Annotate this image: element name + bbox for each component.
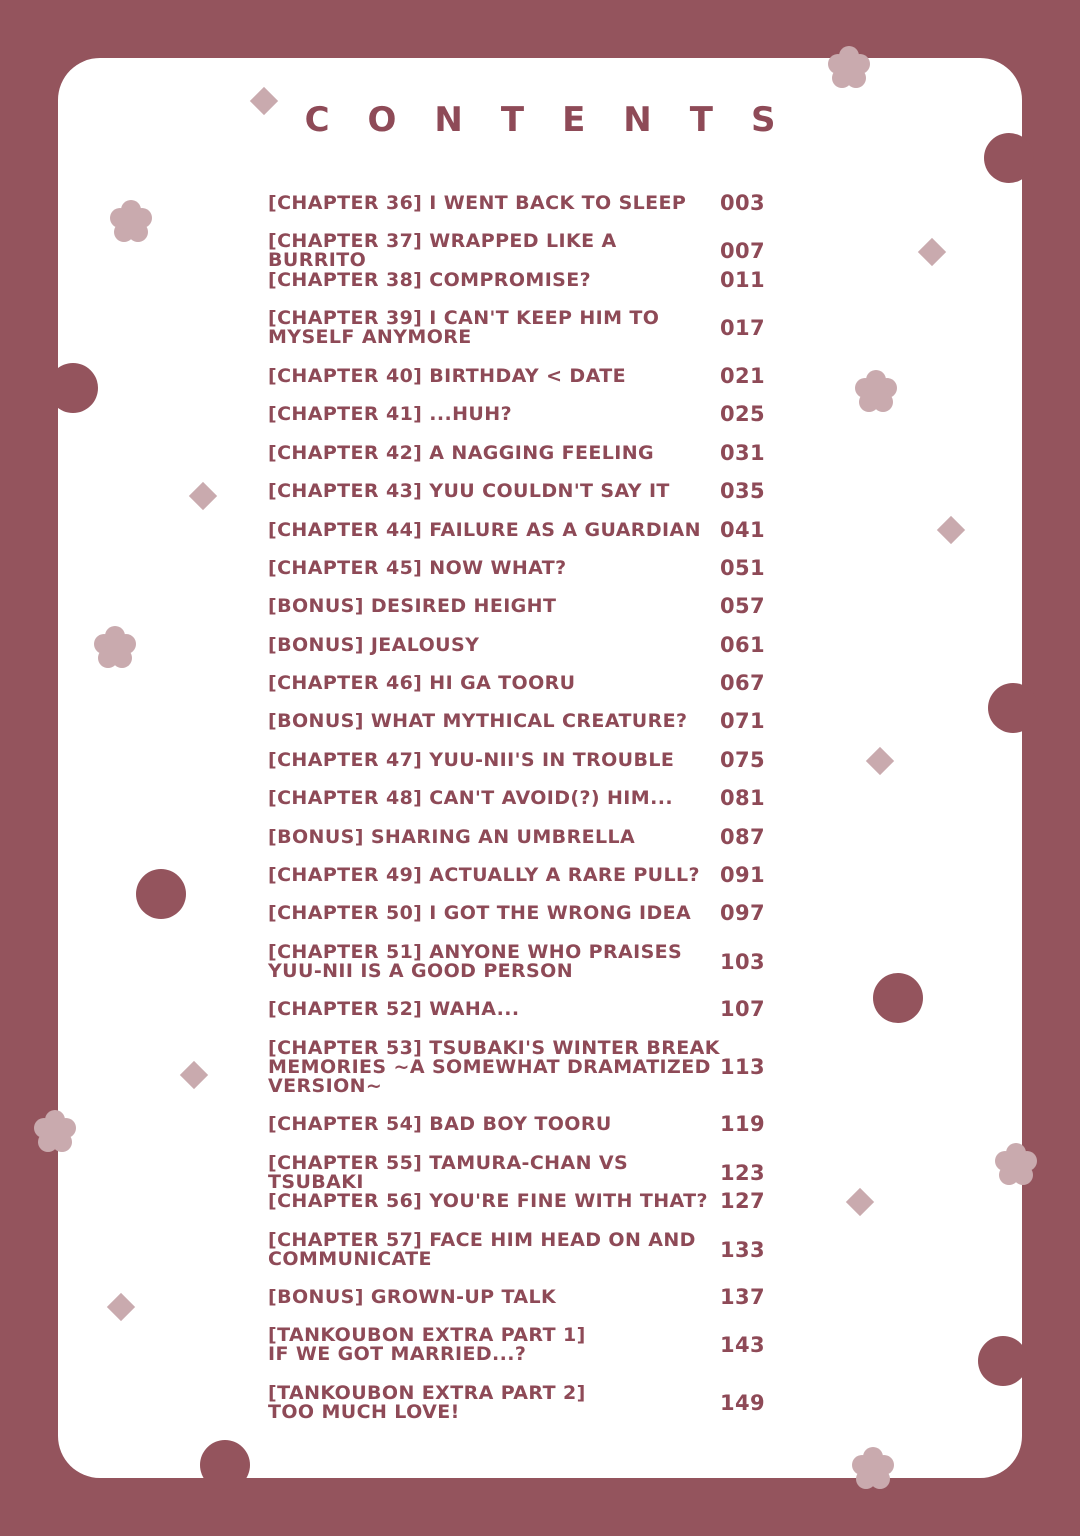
toc-entry-page: 133 bbox=[720, 1237, 766, 1262]
toc-entry-page: 113 bbox=[720, 1055, 766, 1079]
toc-entry-page: 025 bbox=[720, 402, 766, 426]
toc-entry-title: [CHAPTER 38] COMPROMISE? bbox=[268, 269, 592, 291]
toc-entry bbox=[268, 901, 788, 925]
toc-entry-page: 031 bbox=[720, 441, 766, 465]
toc-entry-page: 035 bbox=[720, 479, 766, 503]
toc-entry-title: [CHAPTER 49] ACTUALLY A RARE PULL? bbox=[268, 864, 700, 886]
toc-entry bbox=[268, 518, 788, 542]
toc-entry bbox=[268, 364, 788, 388]
toc-entry-page: 123 bbox=[720, 1160, 766, 1185]
toc-entry-page: 075 bbox=[720, 748, 766, 772]
toc-entry-page: 119 bbox=[720, 1112, 766, 1136]
toc-entry bbox=[268, 191, 788, 215]
toc-entry-title: [CHAPTER 42] A NAGGING FEELING bbox=[268, 442, 654, 464]
toc-entry bbox=[268, 1039, 788, 1096]
toc-entry-title: [CHAPTER 55] TAMURA-CHAN VS TSUBAKI bbox=[268, 1152, 629, 1193]
toc-entry-page: 041 bbox=[720, 518, 766, 542]
toc-entry-page: 149 bbox=[720, 1390, 766, 1415]
toc-entry-title: [CHAPTER 52] WAHA... bbox=[268, 998, 520, 1020]
toc-entry bbox=[268, 863, 788, 887]
toc-entry bbox=[268, 594, 788, 618]
toc-entry bbox=[268, 825, 788, 849]
toc-entry bbox=[268, 1384, 788, 1422]
toc-entry bbox=[268, 997, 788, 1021]
toc-entry-title: [CHAPTER 50] I GOT THE WRONG IDEA bbox=[268, 902, 692, 924]
toc-entry-title: [BONUS] GROWN-UP TALK bbox=[268, 1286, 557, 1308]
page-title: CONTENTS bbox=[304, 100, 814, 140]
toc-entry-title: [BONUS] JEALOUSY bbox=[268, 634, 480, 656]
toc-entry-page: 137 bbox=[720, 1285, 766, 1309]
toc-entry-page: 143 bbox=[720, 1332, 766, 1357]
toc-entry-page: 017 bbox=[720, 315, 766, 340]
toc-entry-title: [BONUS] DESIRED HEIGHT bbox=[268, 595, 557, 617]
toc-entry-page: 003 bbox=[720, 191, 766, 215]
toc-entry bbox=[268, 1285, 788, 1309]
toc-entry bbox=[268, 633, 788, 657]
toc-entry-page: 097 bbox=[720, 901, 766, 925]
toc-entry-title: [CHAPTER 54] BAD BOY TOORU bbox=[268, 1113, 612, 1135]
toc-entry-title: [CHAPTER 43] YUU COULDN'T SAY IT bbox=[268, 480, 670, 502]
toc-entry bbox=[268, 1189, 788, 1213]
toc-entry-title: [CHAPTER 51] ANYONE WHO PRAISES YUU-NII IS A GOOD PERSON bbox=[268, 941, 683, 982]
toc-entry-page: 057 bbox=[720, 594, 766, 618]
toc-entry-page: 127 bbox=[720, 1189, 766, 1213]
toc-entry-page: 107 bbox=[720, 997, 766, 1021]
toc-entry-title: [CHAPTER 44] FAILURE AS A GUARDIAN bbox=[268, 519, 701, 541]
toc-entry-title: [CHAPTER 57] FACE HIM HEAD ON AND COMMUNICATE bbox=[268, 1229, 696, 1270]
toc-entry-title: [CHAPTER 41] ...HUH? bbox=[268, 403, 512, 425]
toc-entry bbox=[268, 402, 788, 426]
toc-entry-page: 007 bbox=[720, 238, 766, 263]
toc-entry bbox=[268, 1112, 788, 1136]
toc-entry-title: [CHAPTER 40] BIRTHDAY < DATE bbox=[268, 365, 626, 387]
toc-entry-title: [CHAPTER 46] HI GA TOORU bbox=[268, 672, 576, 694]
toc-entry-page: 103 bbox=[720, 949, 766, 974]
toc-entry-title: [TANKOUBON EXTRA PART 2] TOO MUCH LOVE! bbox=[268, 1382, 586, 1423]
toc-entry bbox=[268, 441, 788, 465]
toc-entry-page: 087 bbox=[720, 825, 766, 849]
toc-entry-page: 021 bbox=[720, 364, 766, 388]
toc-entry-title: [CHAPTER 47] YUU-NII'S IN TROUBLE bbox=[268, 749, 675, 771]
toc-entry bbox=[268, 1326, 788, 1364]
toc-entry-page: 091 bbox=[720, 863, 766, 887]
toc-entry bbox=[268, 268, 788, 292]
toc-entry-title: [CHAPTER 45] NOW WHAT? bbox=[268, 557, 567, 579]
toc-entry-title: [BONUS] WHAT MYTHICAL CREATURE? bbox=[268, 710, 688, 732]
toc-entry-title: [CHAPTER 37] WRAPPED LIKE A BURRITO bbox=[268, 230, 617, 271]
toc-entry-page: 071 bbox=[720, 709, 766, 733]
toc-entry-page: 081 bbox=[720, 786, 766, 810]
toc-entry-title: [BONUS] SHARING AN UMBRELLA bbox=[268, 826, 636, 848]
toc-entry bbox=[268, 232, 788, 270]
toc-entry-title: [TANKOUBON EXTRA PART 1] IF WE GOT MARRIED...? bbox=[268, 1324, 586, 1365]
toc-entry bbox=[268, 1231, 788, 1269]
toc-entry bbox=[268, 943, 788, 981]
toc-entry-title: [CHAPTER 53] TSUBAKI'S WINTER BREAK MEMORIES ~A SOMEWHAT DRAMATIZED VERSION~ bbox=[268, 1037, 720, 1097]
toc-entry-page: 067 bbox=[720, 671, 766, 695]
toc-entry bbox=[268, 556, 788, 580]
toc-entry bbox=[268, 709, 788, 733]
toc-entry-page: 011 bbox=[720, 268, 766, 292]
toc-entry bbox=[268, 479, 788, 503]
toc-entry bbox=[268, 309, 788, 347]
toc-entry bbox=[268, 786, 788, 810]
toc-entry-title: [CHAPTER 48] CAN'T AVOID(?) HIM... bbox=[268, 787, 673, 809]
toc-entry bbox=[268, 671, 788, 695]
toc-entry-page: 051 bbox=[720, 556, 766, 580]
toc-entry-title: [CHAPTER 36] I WENT BACK TO SLEEP bbox=[268, 192, 687, 214]
toc-entry bbox=[268, 748, 788, 772]
toc-entry-page: 061 bbox=[720, 633, 766, 657]
toc-entry bbox=[268, 1154, 788, 1192]
toc-entry-title: [CHAPTER 39] I CAN'T KEEP HIM TO MYSELF ANYMORE bbox=[268, 307, 660, 348]
toc-entry-title: [CHAPTER 56] YOU'RE FINE WITH THAT? bbox=[268, 1190, 708, 1212]
